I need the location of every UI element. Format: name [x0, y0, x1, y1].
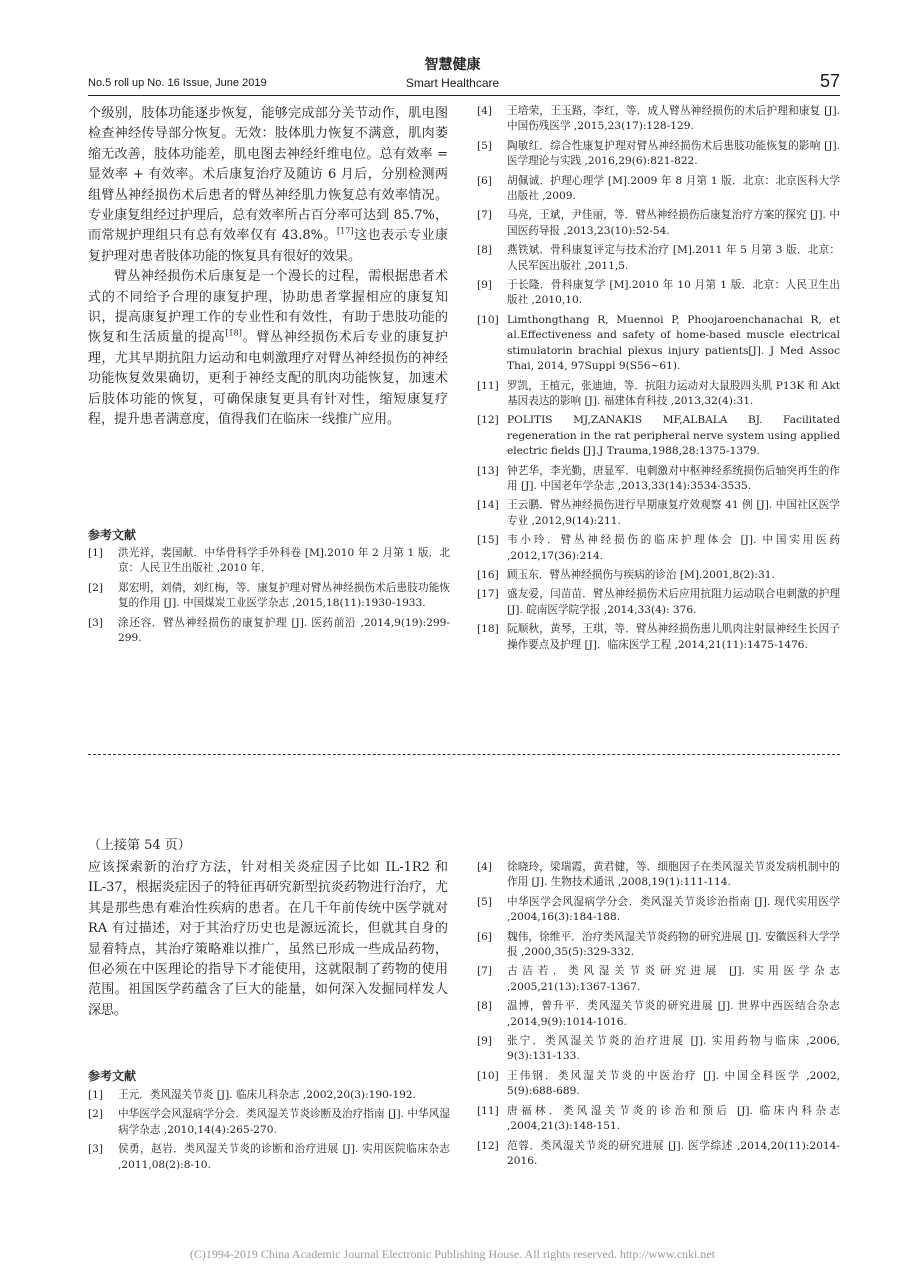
reference-number: [12] — [477, 414, 499, 427]
reference-item — [477, 104, 840, 135]
reference-text: 涂还容．臂丛神经损伤的康复护理 [J]. 医药前沿 ,2014,9(19):299-299. — [118, 616, 450, 645]
reference-text: POLITIS MJ,ZANAKIS MF,ALBALA BJ. Facilitated regeneration in the rat peripheral nerve system using applied electric fields [J].J Trauma,1988,28:1375-1379. — [507, 414, 840, 458]
reference-number: [3] — [88, 616, 104, 629]
reference-number: [10] — [477, 313, 499, 326]
reference-text: 韦小玲．臂丛神经损伤的临床护理体会 [J]. 中国实用医药 ,2012,17(36):214. — [507, 534, 840, 562]
copyright-footer: (C)1994-2019 China Academic Journal Electronic Publishing House. All rights reserved. http://www.cnki.net — [189, 1247, 716, 1261]
reference-number: [16] — [477, 568, 499, 581]
reference-text: Limthongthang R, Muennoi P, Phoojaroenchanachai R, et al.Effectiveness and safety of home-based muscle electrical stimulatorin brachial plexus injury patients[J]. J Med Assoc Thai, 2014, 97Suppl 9(S56~61). — [507, 313, 840, 373]
section-divider — [88, 754, 840, 755]
reference-text: 钟艺华，李光勤，唐显军．电刺激对中枢神经系统损伤后轴突再生的作用 [J]. 中国老年学杂志 ,2013,33(14):3534-3535. — [507, 464, 840, 492]
reference-item — [477, 587, 840, 618]
reference-text: 温博，曾升平．类风湿关节炎的研究进展 [J]. 世界中西医结合杂志 ,2014,9(9):1014-1016. — [507, 1000, 840, 1028]
reference-item — [477, 1034, 840, 1065]
reference-number: [9] — [477, 279, 493, 292]
top-left-references — [88, 546, 450, 650]
top-paragraph-2-tail: 。臂丛神经损伤术后专业的康复护理，尤其早期抗阻力运动和电刺激理疗对臂丛神经损伤的神经功能恢复效果确切，更利于神经支配的肌肉功能恢复，加速术后肢体功能的恢复，可确保康复更具有针对性，缩短康复疗程，提升患者满意度，值得我们在临床一线推广应用。 — [88, 330, 448, 428]
reference-number: [15] — [477, 534, 499, 547]
reference-item — [477, 413, 840, 459]
bottom-left-body — [88, 858, 448, 1021]
reference-number: [8] — [477, 1000, 493, 1013]
reference-item — [477, 379, 840, 410]
top-paragraph-2 — [88, 267, 448, 430]
citation-17: [17] — [337, 227, 354, 237]
references-heading-top: 参考文献 — [88, 528, 137, 542]
reference-number: [7] — [477, 965, 493, 978]
references-heading-bottom: 参考文献 — [88, 1069, 137, 1083]
top-paragraph-1-text: 个级别，肢体功能逐步恢复，能够完成部分关节动作，肌电图检查神经传导部分恢复。无效：肢体肌力恢复不满意，肌肉萎缩无改善，肢体功能差，肌电图去神经纤维电位。总有效率 = 显效率 + 有效率。术后康复治疗及随访 6 月后，分别检测两组臂丛神经损伤术后患者的臂丛神经肌力恢复总有效率情况。专业康复组经过护理后，总有效率所占百分率可达到 85.7%，而常规护理组只有总有效率仅有 43.8%。 — [88, 106, 448, 244]
reference-text: 中华医学会风湿病学分会．类风湿关节炎诊治指南 [J]. 现代实用医学 ,2004,16(3):184-188. — [507, 895, 840, 924]
journal-title-cn: 智慧健康 — [424, 57, 481, 73]
reference-number: [2] — [88, 1108, 104, 1121]
continued-note: （上接第 54 页） — [88, 838, 191, 853]
issue-info: No.5 roll up No. 16 Issue, June 2019 — [88, 77, 267, 89]
reference-text: 顾玉东．臂丛神经损伤与疾病的诊治 [M].2001,8(2):31. — [507, 568, 775, 581]
reference-number: [1] — [88, 547, 104, 559]
reference-number: [9] — [477, 1035, 493, 1048]
top-paragraph-1 — [88, 104, 448, 267]
reference-number: [8] — [477, 244, 493, 257]
reference-number: [5] — [477, 139, 493, 152]
reference-text: 张宁．类风湿关节炎的治疗进展 [J]. 实用药物与临床 ,2006, 9(3):131-133. — [507, 1035, 840, 1063]
top-left-body — [88, 104, 448, 431]
reference-text: 胡佩诚．护理心理学 [M].2009 年 8 月第 1 版．北京：北京医科大学出版社 ,2009. — [507, 174, 840, 203]
reference-text: 郑宏明，刘倩，刘红梅，等．康复护理对臂丛神经损伤术后患肢功能恢复的作用 [J]. 中国煤炭工业医学杂志 ,2015,18(11):1930-1933. — [118, 581, 450, 610]
reference-text: 唐福林．类风湿关节炎的诊治和预后 [J]. 临床内科杂志 ,2004,21(3):148-151. — [507, 1104, 840, 1133]
reference-number: [4] — [477, 861, 493, 873]
reference-item — [477, 1139, 840, 1170]
reference-number: [13] — [477, 464, 499, 477]
reference-text: 盛友爱，闫苗苗．臂丛神经损伤术后应用抗阻力运动联合电刺激的护理 [J]. 皖南医学院学报 ,2014,33(4): 376. — [507, 588, 840, 616]
citation-18: [18] — [225, 329, 242, 339]
reference-text: 王云鹏．臂丛神经损伤进行早期康复疗效观察 41 例 [J]. 中国社区医学专业 ,2012,9(14):211. — [507, 499, 840, 527]
reference-number: [4] — [477, 105, 493, 117]
reference-number: [17] — [477, 588, 499, 601]
reference-text: 于长隆．骨科康复学 [M].2010 年 10 月第 1 版．北京：人民卫生出版社 ,2010,10. — [507, 279, 840, 307]
reference-item — [477, 1104, 840, 1135]
journal-title-en: Smart Healthcare — [405, 76, 500, 90]
reference-item — [477, 174, 840, 205]
reference-item — [88, 581, 450, 612]
reference-text: 侯勇，赵岩．类风湿关节炎的诊断和治疗进展 [J]. 实用医院临床杂志 ,2011,08(2):8-10. — [118, 1143, 450, 1171]
bottom-left-references — [88, 1088, 450, 1177]
reference-number: [6] — [477, 930, 493, 943]
reference-text: 王元．类风湿关节炎 [J]. 临床儿科杂志 ,2002,20(3):190-192. — [118, 1089, 417, 1101]
reference-number: [2] — [88, 581, 104, 594]
reference-text: 王培荣，王玉路，李红，等．成人臂丛神经损伤的术后护理和康复 [J]. 中国伤残医学 ,2015,23(17):128-129. — [507, 105, 840, 133]
header-rule — [88, 95, 840, 96]
reference-number: [18] — [477, 623, 499, 636]
reference-item — [477, 533, 840, 564]
reference-item — [477, 895, 840, 926]
reference-text: 徐晓玲，梁瑞霞，黄君健，等．细胞因子在类风湿关节炎发病机制中的作用 [J]. 生物技术通讯 ,2008,19(1):111-114. — [507, 861, 840, 889]
reference-item — [88, 1142, 450, 1173]
reference-item — [477, 568, 840, 583]
reference-item — [477, 464, 840, 495]
reference-number: [6] — [477, 174, 493, 187]
reference-text: 古洁若．类风湿关节炎研究进展 [J]. 实用医学杂志 ,2005,21(13):1367-1367. — [507, 965, 840, 993]
reference-text: 王伟钢．类风湿关节炎的中医治疗 [J]. 中国全科医学 ,2002, 5(9):688-689. — [507, 1069, 840, 1098]
reference-text: 罗凯，王植元，张迪迪，等．抗阻力运动对大鼠股四头肌 P13K 和 Akt 基因表达的影响 [J]. 福建体育科技 ,2013,32(4):31. — [507, 379, 840, 407]
page-number: 57 — [819, 71, 840, 91]
reference-item — [88, 1088, 450, 1103]
reference-text: 范蓉．类风湿关节炎的研究进展 [J]. 医学综述 ,2014,20(11):2014-2016. — [507, 1139, 840, 1167]
reference-number: [7] — [477, 209, 493, 222]
top-paragraph-2-text: 臂丛神经损伤术后康复是一个漫长的过程，需根据患者术式的不同给予合理的康复护理，协助患者掌握相应的康复知识，提高康复护理工作的专业性和有效性，有助于患肢功能的恢复和生活质量的提高 — [88, 269, 448, 346]
reference-item — [477, 139, 840, 170]
reference-item — [477, 278, 840, 309]
reference-text: 陶敏红．综合性康复护理对臂丛神经损伤术后患肢功能恢复的影响 [J]. 医学理论与实践 ,2016,29(6):821-822. — [507, 139, 840, 168]
reference-text: 中华医学会风湿病学分会．类风湿关节炎诊断及治疗指南 [J]. 中华风湿病学杂志 ,2010,14(4):265-270. — [118, 1108, 450, 1136]
reference-text: 魏伟，徐维平．治疗类风湿关节炎药物的研究进展 [J]. 安徽医科大学学报 ,2000,35(5):329-332. — [507, 930, 840, 959]
reference-item — [477, 498, 840, 529]
reference-item — [477, 243, 840, 274]
reference-item — [477, 930, 840, 961]
reference-number: [1] — [88, 1089, 104, 1101]
reference-text: 洪光祥，裴国献．中华骨科学手外科卷 [M].2010 年 2 月第 1 版．北京：人民卫生出版社 ,2010 年． — [118, 547, 450, 575]
reference-text: 马亮，王斌，尹佳丽，等．臂丛神经损伤后康复治疗方案的探究 [J]. 中国医药导报 ,2013,23(10):52-54. — [507, 209, 840, 237]
top-right-references — [477, 104, 840, 657]
reference-item — [88, 546, 450, 577]
reference-item — [477, 313, 840, 375]
reference-item — [477, 1069, 840, 1100]
reference-item — [88, 616, 450, 647]
reference-text: 燕铁斌．骨科康复评定与技术治疗 [M].2011 年 5 月第 3 版．北京：人民军医出版社 ,2011,5. — [507, 244, 840, 272]
bottom-right-references — [477, 860, 840, 1173]
reference-item — [477, 622, 840, 653]
reference-number: [3] — [88, 1143, 104, 1156]
reference-text: 阮顺秋，黄琴，王琪，等．臂丛神经损伤患儿肌肉注射鼠神经生长因子操作要点及护理 [J]．临床医学工程 ,2014,21(11):1475-1476. — [507, 623, 840, 651]
reference-number: [12] — [477, 1139, 499, 1152]
reference-number: [11] — [477, 379, 499, 392]
reference-number: [14] — [477, 499, 499, 512]
top-paragraph-1-tail: 这也表示专业康复护理对患者肢体功能的恢复具有很好的效果。 — [88, 228, 448, 264]
reference-item — [477, 964, 840, 995]
reference-number: [5] — [477, 895, 493, 908]
reference-item — [477, 999, 840, 1030]
reference-item — [477, 860, 840, 891]
reference-number: [11] — [477, 1104, 499, 1117]
bottom-paragraph-1: 应该探索新的治疗方法，针对相关炎症因子比如 IL-1R2 和 IL-37，根据炎症因子的特征再研究新型抗炎药物进行治疗，尤其是那些患有难治性疾病的患者。在几千年前传统中医学就对 RA 有过描述，对于其治疗历史也是源远流长，但就其自身的显着特点，其治疗策略难以推广，虽然已形成一些成品药物，但必须在中医理论的指导下才能使用，这就限制了药物的使用范围。祖国医学药蕴含了巨大的能量，如何深入发掘同样发人深思。 — [88, 860, 448, 1018]
reference-number: [10] — [477, 1069, 499, 1082]
reference-item — [477, 208, 840, 239]
reference-item — [88, 1107, 450, 1138]
